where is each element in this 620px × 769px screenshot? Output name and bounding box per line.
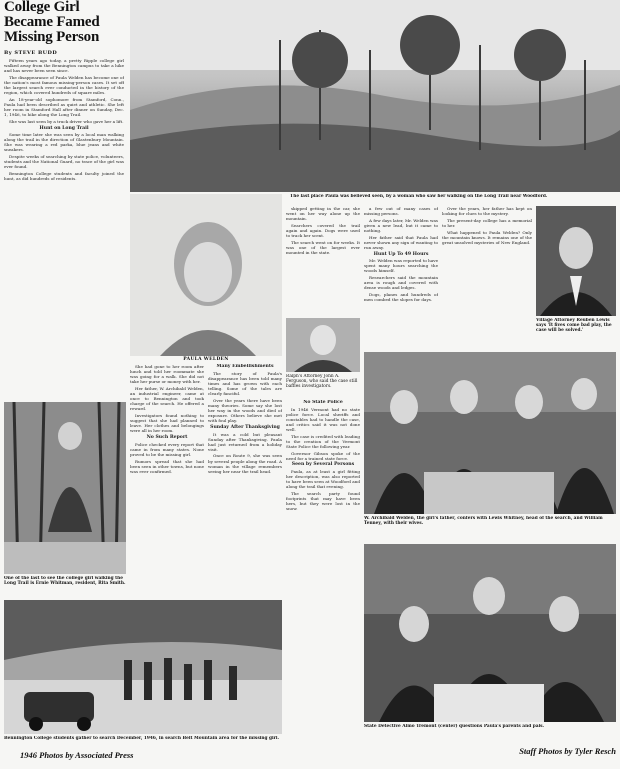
paragraph: Her father said that Paula had never shown any sign of wanting to run away. — [364, 234, 438, 250]
article-column-1 — [4, 58, 124, 400]
paragraph: The search party found footprints that may have been hers, but they were lost in the snow. — [286, 491, 360, 512]
paragraph: In 1946 Vermont had no state police force. Local sheriffs and constables had to handle the case, and critics said it was not done well. — [286, 406, 360, 433]
paragraph: Mr. Welden was reported to have spent many hours searching the woods himself. — [364, 258, 438, 274]
attorney-photo — [286, 318, 360, 372]
village-attorney-photo — [536, 206, 616, 316]
subhead: Sunday After Thanksgiving — [210, 424, 280, 430]
paragraph: Despite weeks of searching by state police, volunteers, students and the National Guard, no trace of the girl was ever found. — [4, 154, 124, 170]
group-caption: W. Archibald Welden, the girl's father, confers with Lewis Whitney, head of the search, and William Tenney, with their wives. — [364, 516, 603, 527]
paragraph: A few days later, Mr. Welden was given a new lead, but it came to nothing. — [364, 217, 438, 233]
paragraph: Governor Gibson spoke of the need for a trained state force. — [286, 450, 360, 461]
landscape-illustration — [130, 0, 620, 192]
staff-photo-credit: Staff Photos by Tyler Resch — [519, 746, 616, 756]
paragraph: The disappearance of Paula Welden has become one of the nation's most famous missing-person cases. It set off the largest search ever conducted in the history of the region, which covered hundreds of square miles. — [4, 74, 124, 96]
portrait-photo — [130, 194, 282, 356]
paragraph: She was last seen by a truck driver who gave her a lift. — [9, 118, 124, 124]
detectives-photo — [364, 544, 616, 722]
group-photo — [364, 352, 616, 514]
article-column-3-top — [286, 206, 360, 314]
banner-caption: The last place Paula was believed seen, by a woman who saw her walking on the Long Trail near Woodford. — [290, 194, 548, 199]
paragraph: Police checked every report that came in from many states. None proved to be the missing girl. — [130, 441, 204, 457]
landscape-photo — [130, 0, 620, 192]
paragraph: What happened to Paula Welden? Only the mountain knows. It remains one of the great unsolved mysteries of New England. — [442, 229, 532, 245]
subhead: No State Police — [303, 400, 343, 405]
students-caption: Bennington College students gather to search December, 1946, in search Belt Mountain area for the missing girl. — [4, 736, 280, 741]
paragraph: The search went on for weeks. It was one of the largest ever mounted in the state. — [286, 239, 360, 255]
village-attorney-caption: Village Attorney Reuben Lewis says 'It fives come bad play, the case will be solved.' — [536, 318, 612, 334]
paragraph: a few out of many cases of missing persons. — [364, 206, 438, 217]
headline: College Girl Became Famed Missing Person — [4, 0, 100, 45]
subhead: Hunt Up To 49 Hours — [373, 251, 429, 257]
paragraph: The present-day college has a memorial to her. — [442, 217, 532, 228]
paragraph: The story of Paula's disappearance has been told many times and has grown with each telling. Some of the tales are clearly fanciful. — [208, 370, 282, 397]
article-column-5 — [442, 206, 532, 316]
paragraph: Some time later she was seen by a local man walking along the trail in the direction of Glastenbury Mountain. She was wearing a red parka, blue jeans and white sneakers. — [4, 132, 124, 153]
subhead: Hunt on Long Trail — [39, 125, 89, 131]
paragraph: The case is credited with leading to the creation of the Vermont State Police the following year. — [286, 433, 360, 449]
paragraph: Paula, as at least a girl fitting her description, was also reported to have been seen at Woodford and along the trail that evening. — [286, 469, 360, 490]
byline: By STEVE BUDD — [4, 50, 58, 56]
subhead: Many Embellishments — [216, 364, 274, 369]
paragraph: She had gone to her room after lunch and told her roommate she was going for a walk. She did not take her purse or money with her. — [130, 364, 204, 385]
paragraph: Her father, W. Archibald Welden, an industrial engineer, came at once to Bennington and took charge of the search. He offered a reward. — [130, 385, 204, 412]
woods-caption: One of the last to see the college girl walking the Long Trail is Ernie Whitman, resident, Rita Smith. — [4, 576, 126, 587]
paragraph: It was a cold but pleasant Sunday after Thanksgiving. Paula had just returned from a holiday visit. — [208, 431, 282, 452]
paragraph: Fifteen years ago today, a pretty Ripple college girl walked away from the Bennington campus to take a hike and has never been seen since. — [4, 58, 124, 74]
paragraph: An 18-year-old sophomore from Stamford, Conn., Paula had been described as quiet and athletic. She left her room in Stamford Hall after dinner on Sunday, Dec. 1, 1946, to hike along the Long Trail. — [4, 96, 124, 118]
article-column-3 — [286, 400, 360, 768]
paragraph: Over the years there have been many theories. Some say she lost her way in the woods and died of exposure. Others believe she met with foul play. — [208, 397, 282, 424]
paragraph: Dogs, planes and hundreds of men combed the slopes for days. — [364, 291, 438, 303]
paragraph: skipped getting in the car, she went on her way alone up the mountain. — [286, 206, 360, 222]
subhead: No Such Report — [146, 435, 188, 440]
detectives-caption: State Detective Almo Tremont (center) questions Paula's parents and pals. — [364, 724, 545, 729]
paragraph: Over the years, her father has kept on looking for clues to the mystery. — [442, 206, 532, 217]
paragraph: Investigators found nothing to suggest that she had planned to leave. Her clothes and belongings were all in her room. — [130, 413, 204, 434]
subhead: Seen by Several Persons — [291, 462, 355, 468]
attorney-caption: Ralph's Attorney John A. Ferguson, who said the case still baffles investigators. — [286, 374, 358, 390]
woods-photo — [4, 402, 126, 574]
paragraph: Searchers covered the trail again and again. Dogs were used to track her scent. — [286, 222, 360, 239]
students-photo — [4, 600, 282, 734]
paragraph: Once on Route 9, she was seen by several people along the road. A woman in the village remembers seeing her near the trail head. — [208, 453, 282, 474]
portrait-caption: PAULA WELDEN — [183, 357, 229, 362]
ap-photo-credit: 1946 Photos by Associated Press — [20, 750, 134, 760]
paragraph: Rumors spread that she had been seen in other towns, but none was ever confirmed. — [130, 458, 204, 474]
article-column-4 — [364, 206, 438, 350]
paragraph: Researchers said the mountain area is rough and covered with dense woods and ledges. — [364, 275, 438, 291]
paragraph: Bennington College students and faculty joined the hunt, as did hundreds of residents. — [4, 171, 124, 182]
